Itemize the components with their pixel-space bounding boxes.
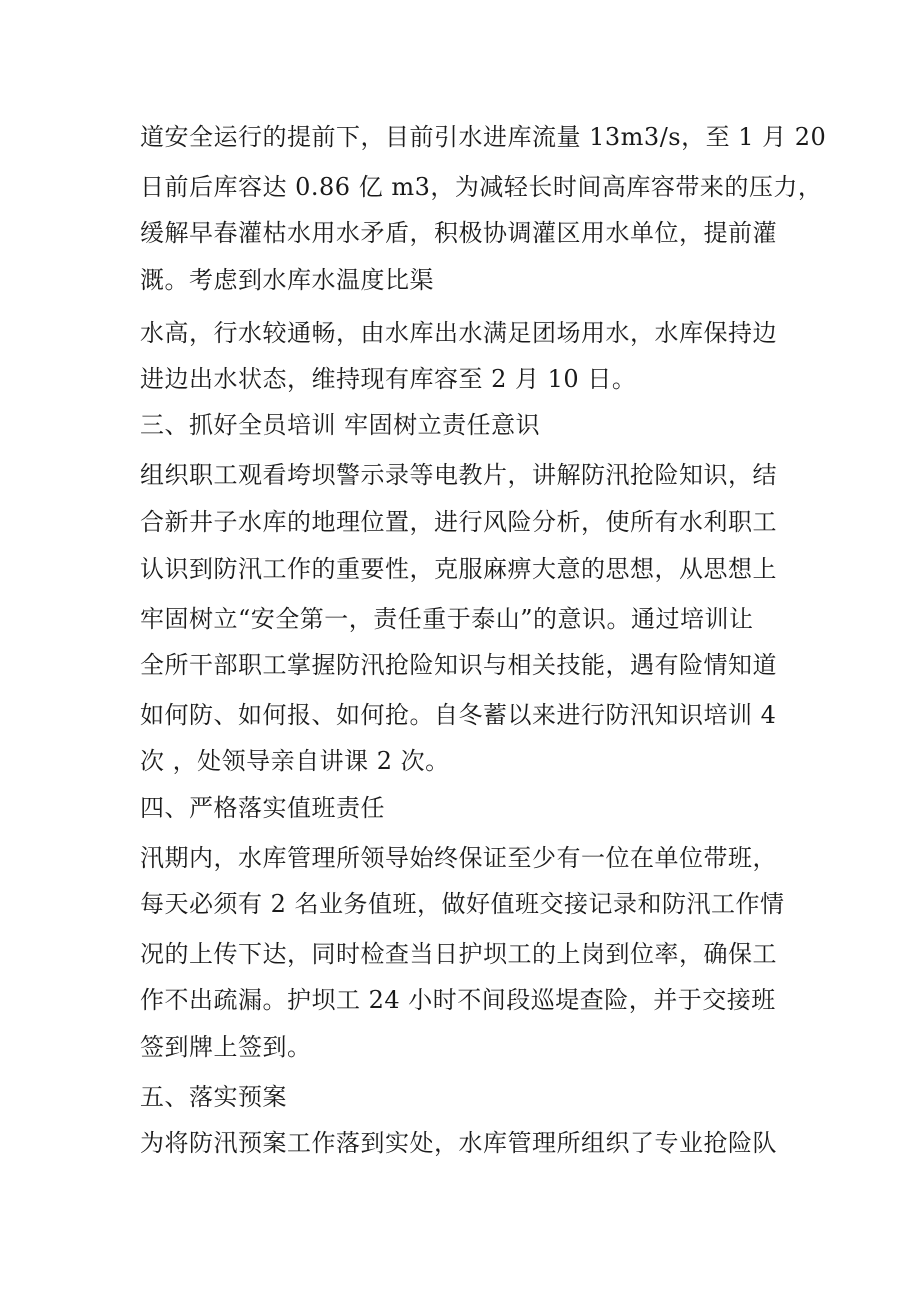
text-line: 汛期内，水库管理所领导始终保证至少有一位在单位带班， bbox=[140, 844, 777, 872]
section-heading: 四、严格落实值班责任 bbox=[140, 794, 385, 822]
text-line: 次 ，处领导亲自讲课 2 次。 bbox=[140, 747, 450, 775]
text-line: 进边出水状态，维持现有库容至 2 月 10 日。 bbox=[140, 365, 637, 393]
text-line: 全所干部职工掌握防汛抢险知识与相关技能，遇有险情知道 bbox=[140, 651, 777, 679]
text-line: 缓解早春灌枯水用水矛盾，积极协调灌区用水单位，提前灌 bbox=[140, 219, 777, 247]
text-line: 溉。考虑到水库水温度比渠 bbox=[140, 266, 434, 294]
text-line: 牢固树立“安全第一，责任重于泰山”的意识。通过培训让 bbox=[140, 605, 754, 633]
text-line: 道安全运行的提前下，目前引水进库流量 13m3/s，至 1 月 20 bbox=[140, 123, 827, 151]
text-line: 认识到防汛工作的重要性，克服麻痹大意的思想，从思想上 bbox=[140, 555, 777, 583]
text-line: 况的上传下达，同时检查当日护坝工的上岗到位率，确保工 bbox=[140, 940, 777, 968]
section-heading: 五、落实预案 bbox=[140, 1083, 287, 1111]
text-line: 合新井子水库的地理位置，进行风险分析，使所有水利职工 bbox=[140, 508, 777, 536]
section-heading: 三、抓好全员培训 牢固树立责任意识 bbox=[140, 411, 541, 439]
text-line: 如何防、如何报、如何抢。自冬蓄以来进行防汛知识培训 4 bbox=[140, 701, 777, 729]
text-line: 签到牌上签到。 bbox=[140, 1033, 312, 1061]
text-line: 作不出疏漏。护坝工 24 小时不间段巡堤查险，并于交接班 bbox=[140, 986, 776, 1014]
text-line: 组织职工观看垮坝警示录等电教片，讲解防汛抢险知识，结 bbox=[140, 461, 777, 489]
text-line: 水高，行水较通畅，由水库出水满足团场用水，水库保持边 bbox=[140, 319, 777, 347]
text-line: 每天必须有 2 名业务值班，做好值班交接记录和防汛工作情 bbox=[140, 890, 785, 918]
text-line: 为将防汛预案工作落到实处，水库管理所组织了专业抢险队 bbox=[140, 1129, 777, 1157]
text-line: 日前后库容达 0.86 亿 m3，为减轻长时间高库容带来的压力， bbox=[140, 173, 823, 201]
